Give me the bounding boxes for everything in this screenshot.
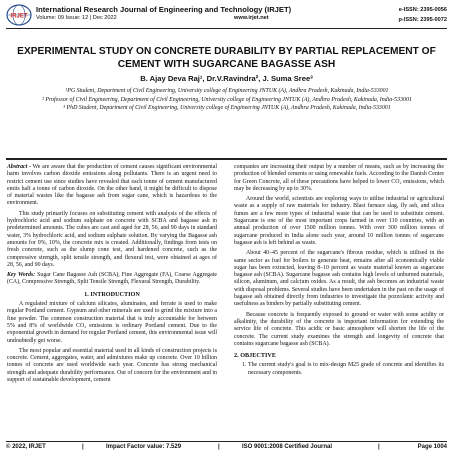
footer-separator-3: |: [378, 444, 380, 450]
objective-heading: 2. OBJECTIVE: [234, 352, 276, 360]
issn-block: [398, 5, 447, 25]
introduction-heading: 1. INTRODUCTION: [84, 290, 140, 298]
left-column: [7, 164, 217, 387]
abstract-paragraph-1: [7, 164, 217, 208]
right-paragraph-4: Because concrete is frequently exposed to ground or water with some acidity or alkalinity, the durability of the concrete is important information for extending the service life of concrete. This acidic or basic atmosphere will shorten the life of the concrete. The current study examines the strength and longevity of concrete that contains sugarcane bagasse ash (SCBA).: [234, 311, 444, 347]
keywords-text: Sugar Cane Bagasse Ash (SCBA), Fine Aggregate (FA), Coarse Aggregate (CA), Compressive Strength, Split Tensile Strength, Flexural Strength, Durability.: [7, 272, 217, 286]
journal-website[interactable]: www.irjet.net: [234, 15, 269, 21]
e-issn: e-ISSN: 2395-0056: [398, 7, 447, 13]
footer-separator-2: |: [218, 444, 220, 450]
abstract-label: Abstract -: [7, 164, 32, 170]
keywords-label: Key Words:: [7, 272, 36, 279]
footer-separator-1: |: [82, 444, 84, 450]
introduction-paragraph-1: A regulated mixture of calcium silicates, aluminates, and ferrate is used to make regular Portland cement. Gypsum and other minerals are used to grind the mixture into a fine powder. The common construction material that is truly accountable for between 5% and 8% of worldwide CO₂ emissions is ordinary Portland cement. Due to the exponential growth in demand for regular Portland cement, this environmental issue will undoubtedly get worse.: [7, 301, 217, 344]
irjet-logo-icon: [6, 4, 32, 26]
footer-iso: ISO 9001:2008 Certified Journal: [242, 444, 333, 450]
journal-title: International Research Journal of Engineering and Technology (IRJET): [36, 5, 292, 14]
right-paragraph-1: companies are increasing their output by a number of means, such as by increasing the production of blended cements or using renewable fuels. According to the Danish Centre for Green Concrete, all of these precautions have helped to lower CO₂ emissions, which may be decreasing by up to 30%.: [234, 164, 444, 192]
volume-issue: Volume: 09 Issue: 12 | Dec 2022: [36, 15, 117, 21]
p-issn: p-ISSN: 2395-0072: [398, 17, 447, 23]
abstract-paragraph-2: This study primarily focuses on substituting cement with analysis of the effects of hydrochloric acid and sodium sulphate on concrete with SCBA and bagasse ash in predetermined amounts. The cubes are cast and aged for 28, 56, and 90 days in standard water, 3% hydrochloric acid, and sodium sulphate solution. By varying the Bagasse ash amounts for 0%, 10%, the concrete mix is created. Additionally, findings from tests on fresh concrete, such as the slump cone test, and hardened concrete, such as the compressive strength, split tensile strength, and flexural test, were obtained at ages of 28, 56, and 90 days.: [7, 210, 217, 268]
affiliation-1: ¹PG Student, Department of Civil Engineering, University college of Engineering JNTUK (A), Andhra Pradesh, Kakinada, India-533001: [65, 88, 389, 94]
footer-impact-factor: Impact Factor value: 7.529: [106, 444, 182, 450]
objective-item: 1. The current study's goal is to mix-design M25 grade of concrete and identifies its necessary components.: [248, 362, 444, 377]
footer-copyright: © 2022, IRJET: [6, 444, 46, 450]
right-paragraph-2: Around the world, scientists are exploring ways to utilise industrial or agricultural waste as a supply of raw materials for industry. Blast furnace slag, fly ash, and silica fumes are a few more types of industrial waste that can be used to substitute cement. Sugarcane is one of the most important crops farmed in over 110 countries, with an annual production of over 1500 million tonnes. With over 300 million tonnes of sugarcane produced in India alone each year, around 10 million tonnes of sugarcane bagasse ash is left behind as waste.: [234, 196, 444, 246]
paper-title: EXPERIMENTAL STUDY ON CONCRETE DURABILITY BY PARTIAL REPLACEMENT OF CEMENT WITH SUGARCANE BAGASSE ASH: [17, 46, 436, 70]
footer-page-number: Page 1004: [417, 444, 447, 450]
right-column: [234, 164, 444, 377]
keywords: [7, 272, 217, 287]
title-rule: [6, 158, 447, 160]
objective-list: [234, 362, 444, 377]
svg-text:IRJET: IRJET: [10, 13, 28, 20]
introduction-paragraph-2: The most popular and essential material used in all kinds of construction projects is concrete. Cement, aggregates, water, and admixtures make up concrete. Over 10 billion tonnes of concrete are used worldwide each year. Concrete has strong mechanical strength and adequate durability performance. Out of concern for the environment and in support of sustainable development, cement: [7, 347, 217, 384]
journal-header: [6, 4, 447, 26]
affiliation-3: ³ PhD Student, Department of Civil Engineering, University college of Engineering JNTUK (A), Andhra Pradesh, Kakinada, India-533001: [63, 105, 391, 112]
right-paragraph-3: About 40–45 percent of the sugarcane's fibrous residue, which is utilised in the same sector as fuel for boilers to generate heat, remains after all economically viable sugar has been extracted, leaving 8–10 percent as waste material known as sugarcane bagasse ash (SCBA). Sugarcane bagasse ash contains high levels of unburned materials, silicon, aluminum, and calcium oxides. As a result, the ash becomes an industrial waste with disposal problems. Several studies have been undertaken in the past on the usage of bagasse ash obtained directly from industries to investigate the pozzolanic activity and usefulness as binders by partially substituting cement.: [234, 250, 444, 308]
affiliations: [22, 88, 432, 114]
author-list: B. Ajay Deva Raj¹, Dr.V.Ravindra², J. Suma Sree³: [140, 74, 313, 83]
header-rule: [6, 28, 447, 29]
abstract-text-1: We are aware that the production of cement causes significant environmental harm involves carbon dioxide emissions along pollutants. There is an urgent need to restrict cement use since studies have revealed that each tonne of cement manufactured emits half a tonne of carbon dioxide. On the other hand, it might be difficult to dispose of material wastes like the bagasse ash from sugar cane, which is hazardous to the environment.: [7, 164, 217, 207]
affiliation-2: ² Professor of Civil Engineering, Department of Civil Engineering, University college of Engineering JNTUK (A), Andhra Pradesh, Kakinada, India-533001: [42, 96, 412, 103]
footer-rule: [6, 441, 447, 442]
